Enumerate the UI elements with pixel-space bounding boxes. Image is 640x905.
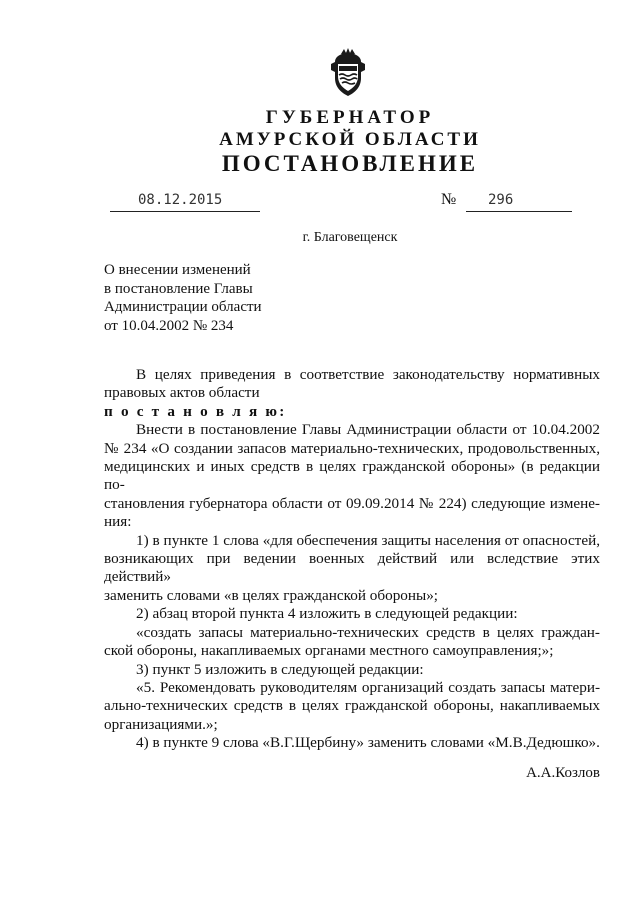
body-line: «создать запасы материально-технических средств в целях граждан- (136, 623, 600, 641)
body-line: В целях приведения в соответствие законодательству нормативных (136, 366, 600, 383)
document-date: 08.12.2015 (138, 192, 223, 208)
subject-line: Администрации области (104, 299, 262, 315)
body-line: становления губернатора области от 09.09.2014 № 224) следующие измене- (104, 494, 600, 512)
subject-line: от 10.04.2002 № 234 (104, 317, 234, 334)
coat-of-arms-icon (327, 48, 369, 98)
body-text (104, 366, 600, 753)
body-line: 4) в пункте 9 слова «В.Г.Щербину» заменить словами «М.В.Дедюшко». (136, 734, 600, 752)
city: г. Благовещенск (302, 230, 398, 245)
body-line: 3) пункт 5 изложить в следующей редакции: (136, 660, 424, 678)
number-sign: № (441, 191, 457, 208)
subject-line: О внесении изменений (104, 262, 251, 278)
resolve-word: п о с т а н о в л я ю: (104, 402, 287, 420)
issuer-title: ГУБЕРНАТОР (265, 107, 435, 128)
body-line: № 234 «О создании запасов материально-технических, продовольственных, (104, 439, 600, 457)
subject-block (104, 261, 304, 335)
body-line: возникающих при ведении военных действий или вследствие этих действий» (104, 550, 600, 586)
body-line: «5. Рекомендовать руководителям организаций создать запасы матери- (136, 678, 600, 696)
body-line: Внести в постановление Главы Администрации области от 10.04.2002 (136, 421, 600, 439)
body-line: ально-технических средств в целях гражданской обороны, накапливаемых (104, 697, 600, 715)
body-line: медицинских и иных средств в целях гражданской обороны» (в редакции по- (104, 458, 600, 494)
document-type: ПОСТАНОВЛЕНИЕ (221, 151, 479, 176)
number-underline (466, 193, 572, 212)
body-line: ской обороны, накапливаемых органами местного самоуправления;»; (104, 642, 554, 660)
document-number: 296 (488, 192, 514, 208)
body-line: заменить словами «в целях гражданской обороны»; (104, 586, 439, 604)
signature-name: А.А.Козлов (526, 765, 600, 781)
issuer-region: АМУРСКОЙ ОБЛАСТИ (219, 129, 481, 150)
body-line: 2) абзац второй пункта 4 изложить в следующей редакции: (136, 605, 518, 623)
body-line: ния: (104, 513, 132, 531)
body-line: 1) в пункте 1 слова «для обеспечения защиты населения от опасностей, (136, 531, 600, 549)
subject-line: в постановление Главы (104, 280, 253, 297)
body-line: правовых актов области (104, 384, 260, 402)
body-line: организациями.»; (104, 715, 218, 733)
